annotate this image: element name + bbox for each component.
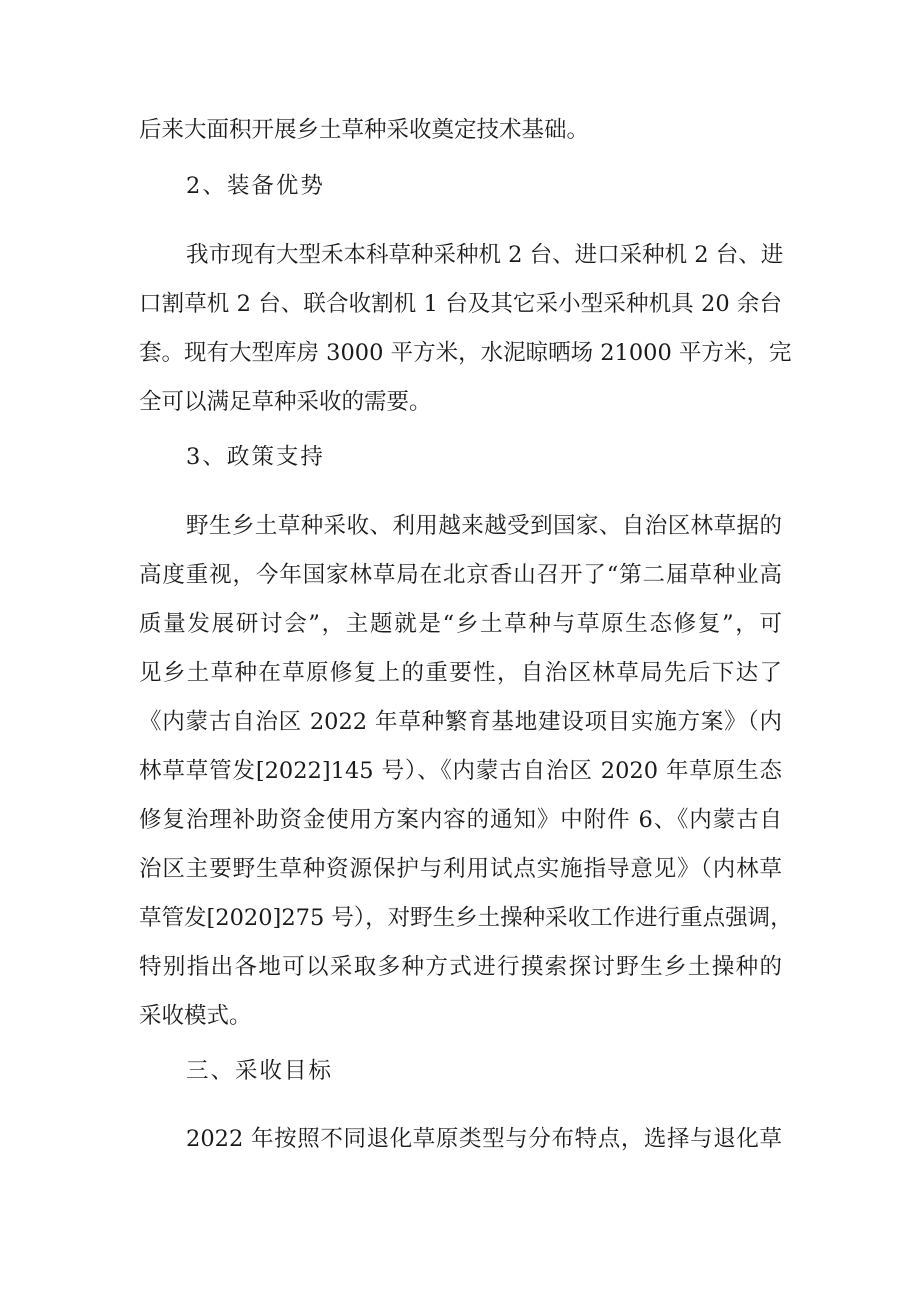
section-heading-targets: 三、采收目标 — [186, 1058, 334, 1084]
paragraph-line: 治区主要野生草种资源保护与利用试点实施指导意见》（内林草 — [139, 856, 782, 882]
paragraph-line: 野生乡土草种采收、利用越来越受到国家、自治区林草据的 — [186, 513, 782, 539]
paragraph-line: 质量发展研讨会”，主题就是“乡土草种与草原生态修复”，可 — [139, 611, 782, 637]
paragraph-line: 高度重视，今年国家林草局在北京香山召开了“第二届草种业高 — [139, 562, 782, 588]
paragraph-line: 口割草机 2 台、联合收割机 1 台及其它采小型采种机具 20 余台 — [139, 291, 782, 317]
paragraph-line: 草管发[2020]275 号），对野生乡土操种采收工作进行重点强调， — [139, 905, 793, 931]
paragraph-line: 见乡土草种在草原修复上的重要性，自治区林草局先后下达了 — [139, 660, 782, 686]
paragraph-line: 林草草管发[2022]145 号）、《内蒙古自治区 2020 年草原生态 — [139, 758, 782, 784]
paragraph-line: 2022 年按照不同退化草原类型与分布特点，选择与退化草 — [186, 1126, 782, 1152]
paragraph-line: 修复治理补助资金使用方案内容的通知》中附件 6、《内蒙古自 — [139, 807, 782, 833]
paragraph-line: 后来大面积开展乡土草种采收奠定技术基础。 — [139, 117, 590, 143]
section-heading-policy: 3、政策支持 — [186, 444, 325, 470]
paragraph-line: 我市现有大型禾本科草种采种机 2 台、进口采种机 2 台、进 — [186, 242, 784, 268]
paragraph-line: 采收模式。 — [139, 1003, 252, 1029]
paragraph-line: 全可以满足草种采收的需要。 — [139, 389, 432, 415]
paragraph-line: 特别指出各地可以采取多种方式进行摸索探讨野生乡土操种的 — [139, 954, 782, 980]
section-heading-equipment: 2、装备优势 — [186, 173, 325, 199]
paragraph-line: 《内蒙古自治区 2022 年草种繁育基地建设项目实施方案》（内 — [139, 709, 782, 735]
paragraph-line: 套。现有大型库房 3000 平方米，水泥晾晒场 21000 平方米，完 — [139, 340, 792, 366]
